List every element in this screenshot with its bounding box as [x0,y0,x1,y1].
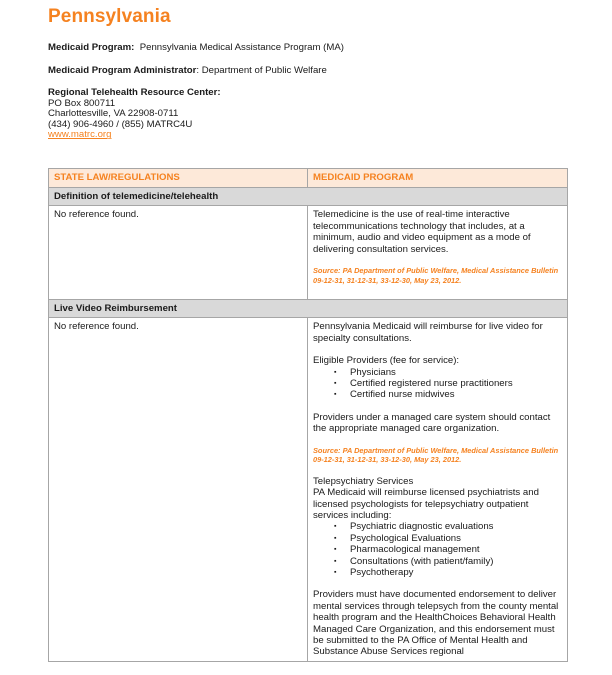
section-title-live-video: Live Video Reimbursement [49,300,568,318]
state-law-text: No reference found. [54,209,139,221]
live-video-intro: Pennsylvania Medicaid will reimburse for live video for specialty consultations. [313,321,543,344]
list-item: ▪ Psychotherapy [313,567,562,578]
rtrc-phone-line: (434) 906-4960 / (855) MATRC4U [48,118,193,130]
telehealth-resource-center [48,88,221,141]
page-title: Pennsylvania [48,6,171,27]
medicaid-program-label: Medicaid Program: [48,42,135,53]
definition-text: Telemedicine is the use of real-time interactive telecommunications technology that includes, at a minimum, audio and video equipment as a mode of delivering consultation services. [313,209,531,255]
medicaid-program-value: Pennsylvania Medical Assistance Program (MA) [139,42,344,53]
telepsychiatry-services-list [313,521,562,578]
administrator-value: : Department of Public Welfare [196,65,327,76]
table-row [49,318,568,661]
table-header-row [49,169,568,188]
managed-care-note: Providers under a managed care system should contact the appropriate managed care organization. [313,411,551,435]
state-law-text: No reference found. [54,321,139,333]
administrator-label: Medicaid Program Administrator [48,65,197,76]
column-header-state-law: STATE LAW/REGULATIONS [49,169,308,188]
column-header-medicaid: MEDICAID PROGRAM [308,169,568,188]
telehealth-policy-table [48,168,568,662]
source-citation: Source: PA Department of Public Welfare, Medical Assistance Bulletin 09-12-31, 31-12-31, 33-12-30, May 23, 2012. [313,266,559,285]
list-item: ▪ Consultations (with patient/family) [313,556,562,567]
source-citation: Source: PA Department of Public Welfare, Medical Assistance Bulletin 09-12-31, 31-12-31, 33-12-30, May 23, 2012. [313,445,559,465]
administrator-line [48,65,327,76]
eligible-providers-label: Eligible Providers (fee for service): [313,355,460,367]
list-item: ▪ Physicians [313,367,562,378]
section-row [49,300,568,318]
medicaid-cell [308,318,568,661]
list-item: ▪ Psychiatric diagnostic evaluations [313,521,562,532]
medicaid-cell [308,206,568,300]
telepsychiatry-intro: PA Medicaid will reimburse licensed psychiatrists and licensed psychologists for telepsychiatry outpatient services including: [313,487,539,521]
telepsychiatry-heading: Telepsychiatry Services [313,475,414,487]
rtrc-website-link[interactable]: www.matrc.org [48,129,112,141]
rtrc-city-line: Charlottesville, VA 22908-0711 [48,108,179,120]
list-item: ▪ Pharmacological management [313,544,562,555]
section-row [49,188,568,206]
state-law-cell [49,318,308,661]
eligible-providers-list [313,367,562,401]
rtrc-address-line: PO Box 800711 [48,97,116,109]
list-item: ▪ Certified nurse midwives [313,389,562,400]
table-row [49,206,568,300]
endorsement-requirement: Providers must have documented endorsement to deliver mental services through telepsych from the county mental health program and the HealthChoices Behavioral Health Managed Care Organization, and this endorsement must be submitted to the PA Office of Mental Health and Substance Abuse Services regional [313,589,559,658]
rtrc-heading: Regional Telehealth Resource Center: [48,87,221,98]
list-item: ▪ Certified registered nurse practitioners [313,378,562,389]
state-law-cell [49,206,308,300]
section-title-definition: Definition of telemedicine/telehealth [49,188,568,206]
medicaid-program-line [48,42,344,53]
list-item: ▪ Psychological Evaluations [313,533,562,544]
